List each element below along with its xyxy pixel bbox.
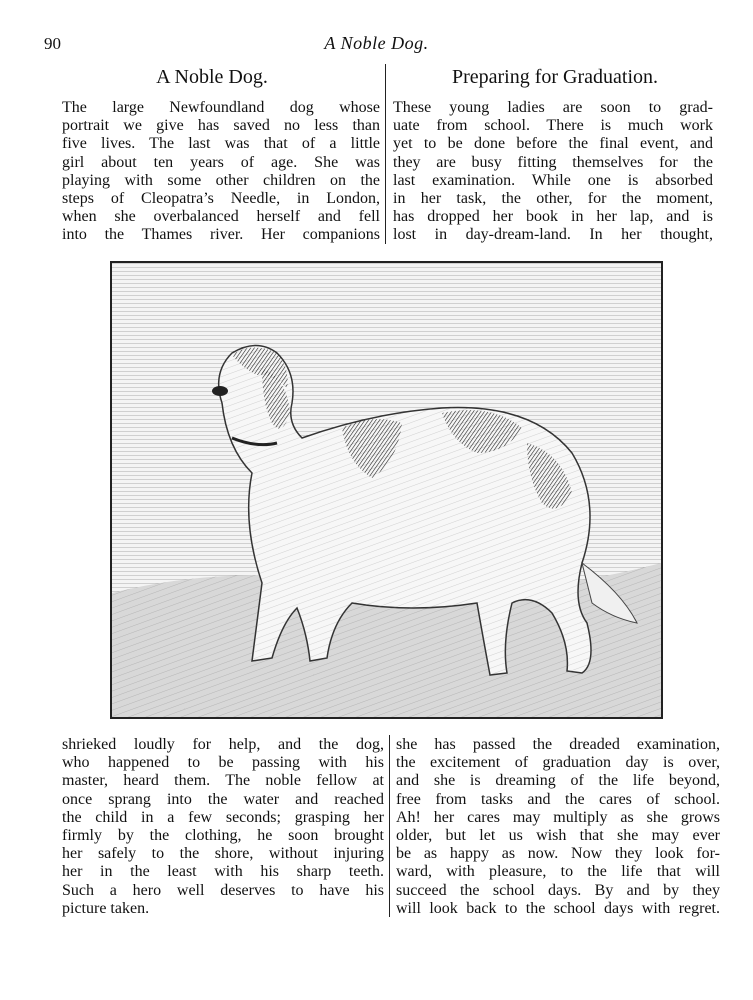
text-line: be as happy as now. Now they look for-	[396, 845, 720, 863]
text-line: picture taken.	[62, 899, 150, 917]
text-line: playing with some other children on the	[62, 171, 380, 189]
text-line: the excitement of graduation day is over,	[396, 754, 720, 772]
text-line: girl about ten years of age. She was	[62, 153, 380, 171]
text-line: her safely to the shore, without injuring	[62, 845, 384, 863]
text-line: portrait we give has saved no less than	[62, 117, 380, 135]
text-line: firmly by the clothing, he soon brought	[62, 827, 384, 845]
text-line: uate from school. There is much work	[393, 117, 713, 135]
column-rule-bottom	[389, 735, 390, 917]
text-line: will look back to the school days with regret.	[396, 899, 720, 917]
right-article-text-top	[393, 99, 713, 245]
left-article-text-top	[62, 99, 380, 245]
text-line: shrieked loudly for help, and the dog,	[62, 736, 384, 753]
text-line: master, heard them. The noble fellow at	[62, 772, 384, 790]
text-line: and she is dreaming of the life beyond,	[396, 772, 720, 790]
running-head: A Noble Dog.	[324, 33, 429, 53]
column-rule-top	[385, 64, 386, 244]
right-article-text-bottom	[396, 736, 720, 918]
text-line: Such a hero well deserves to have his	[62, 881, 384, 899]
text-line: once sprang into the water and reached	[62, 790, 384, 808]
text-line: the child in a few seconds; grasping her	[62, 808, 384, 826]
text-line: steps of Cleopatra’s Needle, in London,	[62, 190, 380, 208]
dog-engraving	[110, 261, 663, 719]
text-line: who happened to be passing with his	[62, 754, 384, 772]
text-line: has dropped her book in her lap, and is	[393, 208, 713, 226]
text-line: last examination. While one is absorbed	[393, 171, 713, 189]
text-line: when she overbalanced herself and fell	[62, 208, 380, 226]
text-line: ward, with pleasure, to the life that will	[396, 863, 720, 881]
text-line: she has passed the dreaded examination,	[396, 736, 720, 753]
text-line: Ah! her cares may multiply as she grows	[396, 808, 720, 826]
text-line: succeed the school days. By and by they	[396, 881, 720, 899]
text-line: into the Thames river. Her companions	[62, 226, 380, 244]
text-line: older, but let us wish that she may ever	[396, 827, 720, 845]
text-line: her in the least with his sharp teeth.	[62, 863, 384, 881]
left-article-text-bottom	[62, 736, 384, 918]
dog-illustration	[112, 263, 661, 717]
page-number: 90	[44, 34, 61, 53]
text-line: they are busy fitting themselves for the	[393, 153, 713, 171]
text-line: The large Newfoundland dog whose	[62, 99, 380, 116]
left-article-title: A Noble Dog.	[156, 66, 268, 88]
text-line: five lives. The last was that of a little	[62, 135, 380, 153]
text-line: lost in day-dream-land. In her thought,	[393, 226, 713, 244]
text-line: These young ladies are soon to grad-	[393, 99, 713, 116]
right-article-title: Preparing for Graduation.	[451, 66, 659, 88]
text-line: in her task, the other, for the moment,	[393, 190, 713, 208]
text-line: yet to be done before the final event, and	[393, 135, 713, 153]
text-line: free from tasks and the cares of school.	[396, 790, 720, 808]
